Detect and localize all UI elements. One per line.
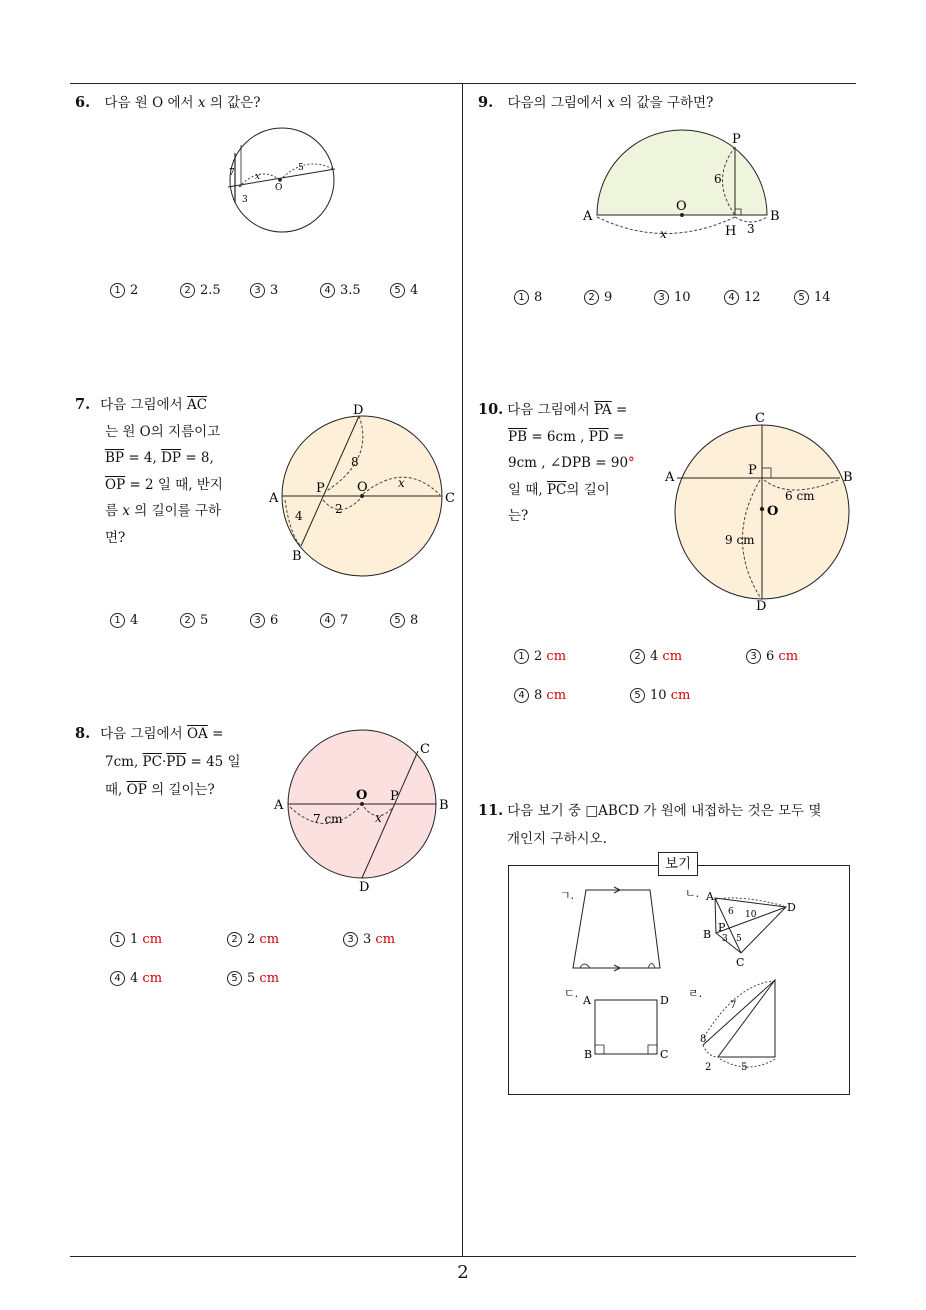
example-box-title: 보기 bbox=[658, 852, 698, 876]
label-7: 7 bbox=[730, 1000, 737, 1011]
label-a: A bbox=[583, 994, 591, 1007]
choice-3[interactable]: 3 3 bbox=[250, 283, 278, 298]
label-nieun: ㄴ. bbox=[685, 887, 700, 900]
choice-5[interactable]: 5 10 cm bbox=[630, 688, 690, 703]
question-8: 8. 다음 그림에서 $\overline{OA}$ = 7cm, $\overline{PC}\cdot\overline{PD} = 45$ 일 때, $\overline{OP}$ 의 길이는? bbox=[75, 725, 241, 798]
label-o: O bbox=[275, 183, 283, 193]
question-11: 11. 다음 보기 중 □ABCD 가 원에 내접하는 것은 모두 몇 개인지 구하시오. bbox=[478, 802, 822, 847]
label-c: C bbox=[660, 1048, 669, 1061]
choice-4[interactable]: 4 8 cm bbox=[514, 688, 566, 703]
label-8: 8 bbox=[700, 1034, 707, 1045]
figure-q11 bbox=[508, 865, 848, 1093]
choice-5[interactable]: 5 14 bbox=[794, 290, 831, 305]
top-rule bbox=[70, 83, 856, 84]
choice-5[interactable]: 5 8 bbox=[390, 613, 418, 628]
label-a: A bbox=[665, 470, 675, 485]
label-p: P bbox=[390, 789, 399, 804]
question-number: 8. bbox=[75, 725, 91, 742]
label-6: 6 bbox=[714, 172, 722, 186]
choice-2[interactable]: 2 9 bbox=[584, 290, 612, 305]
question-number: 10. bbox=[478, 401, 504, 418]
label-10: 10 bbox=[745, 910, 757, 920]
label-4: 4 bbox=[295, 509, 303, 523]
choice-3[interactable]: 3 10 bbox=[654, 290, 691, 305]
label-3: 3 bbox=[747, 222, 755, 236]
label-o: O bbox=[676, 199, 687, 214]
choice-2[interactable]: 2 2.5 bbox=[180, 283, 221, 298]
page-number: 2 bbox=[457, 1262, 469, 1283]
label-a: A bbox=[583, 209, 593, 224]
label-digeut: ㄷ. bbox=[564, 987, 579, 1000]
figure-q6 bbox=[225, 125, 340, 235]
label-d: D bbox=[660, 994, 669, 1007]
label-rieul: ㄹ. bbox=[688, 987, 703, 1000]
label-c: C bbox=[736, 956, 745, 969]
label-6: 6 bbox=[728, 907, 734, 917]
choice-4[interactable]: 4 12 bbox=[724, 290, 761, 305]
choice-1[interactable]: 1 1 cm bbox=[110, 932, 162, 947]
label-b: B bbox=[843, 470, 853, 485]
choice-1[interactable]: 1 4 bbox=[110, 613, 138, 628]
label-x: x bbox=[398, 476, 405, 490]
label-p: P bbox=[316, 481, 325, 496]
label-p: P bbox=[732, 132, 741, 147]
label-b: B bbox=[584, 1048, 593, 1061]
question-text: 의 값은? bbox=[209, 95, 261, 111]
label-c: C bbox=[420, 742, 430, 757]
label-2: 2 bbox=[705, 1062, 712, 1073]
label-9cm: 9 cm bbox=[725, 533, 755, 547]
bottom-rule bbox=[70, 1256, 856, 1257]
choice-1[interactable]: 1 2 bbox=[110, 283, 138, 298]
question-number: 7. bbox=[75, 396, 91, 413]
label-3: 3 bbox=[242, 195, 248, 205]
choice-5[interactable]: 5 5 cm bbox=[227, 971, 279, 986]
label-5: 5 bbox=[736, 934, 742, 944]
choice-3[interactable]: 3 3 cm bbox=[343, 932, 395, 947]
label-d: D bbox=[756, 599, 767, 614]
choice-5[interactable]: 5 4 bbox=[390, 283, 418, 298]
column-divider bbox=[462, 83, 463, 1257]
choice-2[interactable]: 2 4 cm bbox=[630, 649, 682, 664]
question-number: 9. bbox=[478, 94, 494, 111]
label-x: x bbox=[375, 811, 382, 825]
label-p: P bbox=[718, 921, 726, 934]
choice-2[interactable]: 2 5 bbox=[180, 613, 208, 628]
label-7: 7 bbox=[229, 168, 235, 178]
label-d: D bbox=[787, 901, 796, 914]
label-a: A bbox=[706, 890, 714, 903]
question-7: 7. 다음 그림에서 $\overline{AC}$ 는 원 O의 지름이고 $\overline{BP} = 4$, $\overline{DP} = 8$, $\overline{OP} = 2$ 일 때, 반지 름 x 의 길이를 구하 면? bbox=[75, 396, 223, 546]
choice-4[interactable]: 4 4 cm bbox=[110, 971, 162, 986]
variable-x: x bbox=[197, 95, 206, 111]
label-a: A bbox=[269, 491, 279, 506]
label-c: C bbox=[445, 491, 455, 506]
figure-q10 bbox=[660, 405, 860, 620]
figure-q9 bbox=[580, 125, 790, 245]
label-b: B bbox=[292, 549, 302, 564]
label-a: A bbox=[274, 798, 284, 813]
choice-1[interactable]: 1 8 bbox=[514, 290, 542, 305]
label-2: 2 bbox=[335, 502, 343, 516]
figure-q8 bbox=[270, 725, 460, 900]
label-7cm: 7 cm bbox=[313, 812, 343, 826]
label-b: B bbox=[439, 798, 449, 813]
label-b: B bbox=[770, 209, 780, 224]
label-d: D bbox=[359, 880, 370, 895]
label-p: P bbox=[748, 463, 757, 478]
choice-3[interactable]: 3 6 bbox=[250, 613, 278, 628]
label-o: O bbox=[357, 480, 368, 495]
label-o: O bbox=[356, 788, 368, 803]
label-h: H bbox=[725, 224, 737, 239]
question-10: 10. 다음 그림에서 $\overline{PA}$ = $\overline{PB} = 6cm$ , $\overline{PD}$ = 9cm , ∠DPB = 90° 일 때, $\overline{PC}$의 길이 는? bbox=[478, 401, 635, 524]
label-o: O bbox=[767, 504, 779, 519]
label-6cm: 6 cm bbox=[785, 489, 815, 503]
figure-q7 bbox=[265, 400, 465, 585]
choice-4[interactable]: 4 3.5 bbox=[320, 283, 361, 298]
label-x: x bbox=[255, 172, 261, 182]
choice-1[interactable]: 1 2 cm bbox=[514, 649, 566, 664]
question-9: 9. 다음의 그림에서 x 의 값을 구하면? bbox=[478, 94, 714, 111]
label-5: 5 bbox=[741, 1062, 748, 1073]
question-6 bbox=[75, 90, 455, 116]
choice-4[interactable]: 4 7 bbox=[320, 613, 348, 628]
label-8: 8 bbox=[351, 455, 359, 469]
question-text: 다음 원 O 에서 bbox=[104, 95, 194, 111]
choice-3[interactable]: 3 6 cm bbox=[746, 649, 798, 664]
question-number: 6. bbox=[75, 94, 91, 111]
label-5: 5 bbox=[298, 163, 304, 173]
label-x: x bbox=[660, 227, 667, 241]
label-b: B bbox=[703, 928, 712, 941]
choice-2[interactable]: 2 2 cm bbox=[227, 932, 279, 947]
label-c: C bbox=[755, 411, 765, 426]
question-number: 11. bbox=[478, 802, 504, 819]
label-3: 3 bbox=[722, 934, 728, 944]
label-giyeok: ㄱ. bbox=[560, 889, 575, 902]
label-d: D bbox=[353, 403, 364, 418]
